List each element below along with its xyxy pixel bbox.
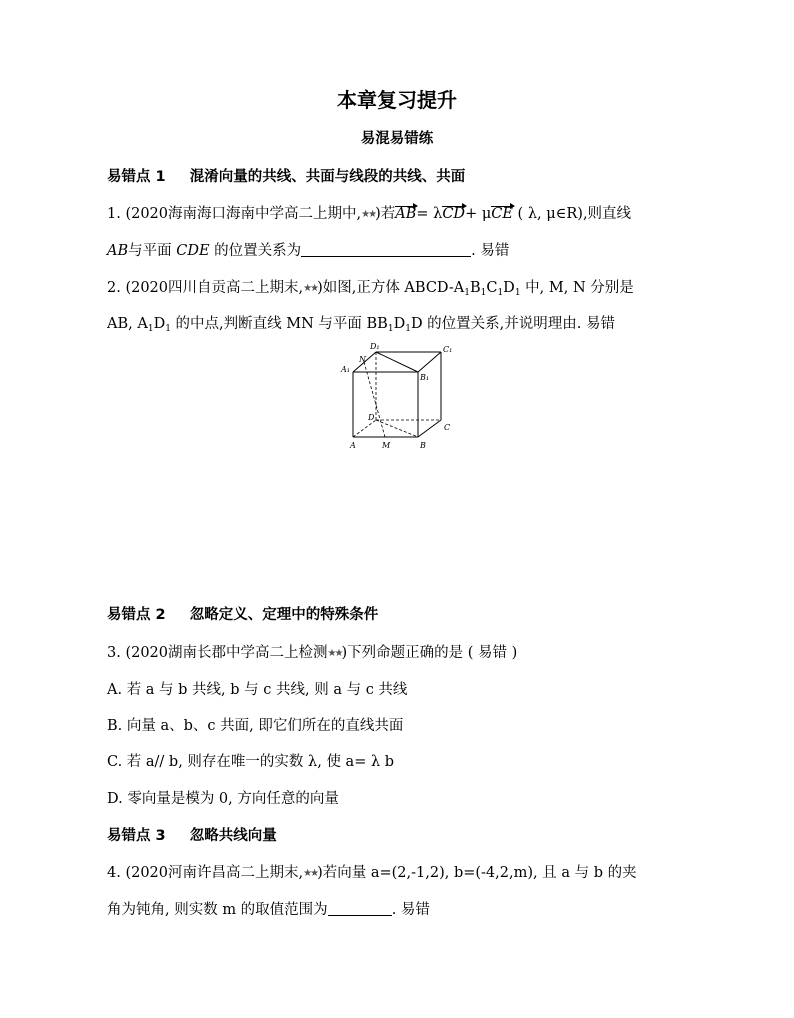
label-c: C	[444, 423, 451, 432]
label-d1: D₁	[370, 342, 380, 351]
difficulty-star-icon: ★★	[327, 648, 342, 659]
difficulty-star-icon: ★★	[361, 209, 376, 220]
question-4-line-1: 4. (2020河南许昌高二上期末,★★)若向量 a=(2,-1,2), b=(-4,2,m), 且 a 与 b 的夹	[107, 865, 637, 881]
edge-b1c1	[418, 352, 441, 372]
section-label: 易错点 1	[107, 169, 166, 185]
section-text: 忽略共线向量	[189, 828, 277, 844]
edge-db-hidden	[376, 420, 418, 437]
difficulty-star-icon: ★★	[303, 868, 318, 879]
vector-cd: CD	[442, 206, 466, 222]
label-b1: B₁	[420, 373, 430, 382]
label-b: B	[420, 441, 426, 450]
label-n: N	[359, 355, 366, 364]
label-a: A	[350, 441, 356, 450]
vector-ce: CE	[491, 206, 513, 222]
label-d: D	[368, 413, 375, 422]
vector-ab: AB	[395, 206, 417, 222]
question-3-stem: 3. (2020湖南长郡中学高二上检测★★)下列命题正确的是 ( 易错 )	[107, 645, 518, 661]
section-label: 易错点 2	[107, 607, 166, 623]
question-4-line-2: 角为钝角, 则实数 m 的取值范围为 . 易错	[107, 902, 430, 918]
section-text: 忽略定义、定理中的特殊条件	[189, 607, 379, 623]
section-label: 易错点 3	[107, 828, 166, 844]
option-d[interactable]: D. 零向量是模为 0, 方向任意的向量	[107, 791, 339, 807]
section-subtitle: 易混易错练	[360, 131, 434, 147]
option-b[interactable]: B. 向量 a、b、c 共面, 即它们所在的直线共面	[107, 718, 404, 734]
section-text: 混淆向量的共线、共面与线段的共线、共面	[189, 169, 466, 185]
option-a[interactable]: A. 若 a 与 b 共线, b 与 c 共线, 则 a 与 c 共线	[107, 682, 408, 698]
cube-figure	[338, 340, 458, 455]
question-2-line-1: 2. (2020四川自贡高二上期末,★★)如图,正方体 ABCD-$A_1B_1C_1D_1$ 中, M, N 分别是	[107, 280, 634, 298]
difficulty-star-icon: ★★	[303, 283, 318, 294]
question-1-line-1: 1. (2020海南海口海南中学高二上期中,★★)若AB= λCD+ μCE ( λ, μ∈R),则直线	[107, 206, 632, 222]
edge-d1b1	[376, 352, 418, 372]
label-a1: A₁	[341, 365, 350, 374]
edge-ad-hidden	[353, 420, 376, 437]
answer-blank[interactable]	[301, 242, 471, 257]
label-m: M	[382, 441, 391, 450]
segment-mn-hidden	[364, 362, 385, 437]
question-1-line-2: AB与平面 CDE 的位置关系为 . 易错	[107, 243, 510, 259]
question-2-line-2: AB, $A_1D_1$ 的中点,判断直线 MN 与平面 $BB_1D_1D$ 的位置关系,并说明理由. 易错	[107, 316, 615, 334]
page-title: 本章复习提升	[337, 88, 457, 112]
option-c[interactable]: C. 若 a// b, 则存在唯一的实数 λ, 使 a= λ b	[107, 754, 395, 770]
section-header-1	[107, 168, 465, 186]
answer-blank[interactable]	[328, 901, 392, 916]
label-c1: C₁	[443, 345, 453, 354]
edge-bc	[418, 420, 441, 437]
section-header-2	[107, 606, 378, 624]
section-header-3	[107, 827, 277, 845]
